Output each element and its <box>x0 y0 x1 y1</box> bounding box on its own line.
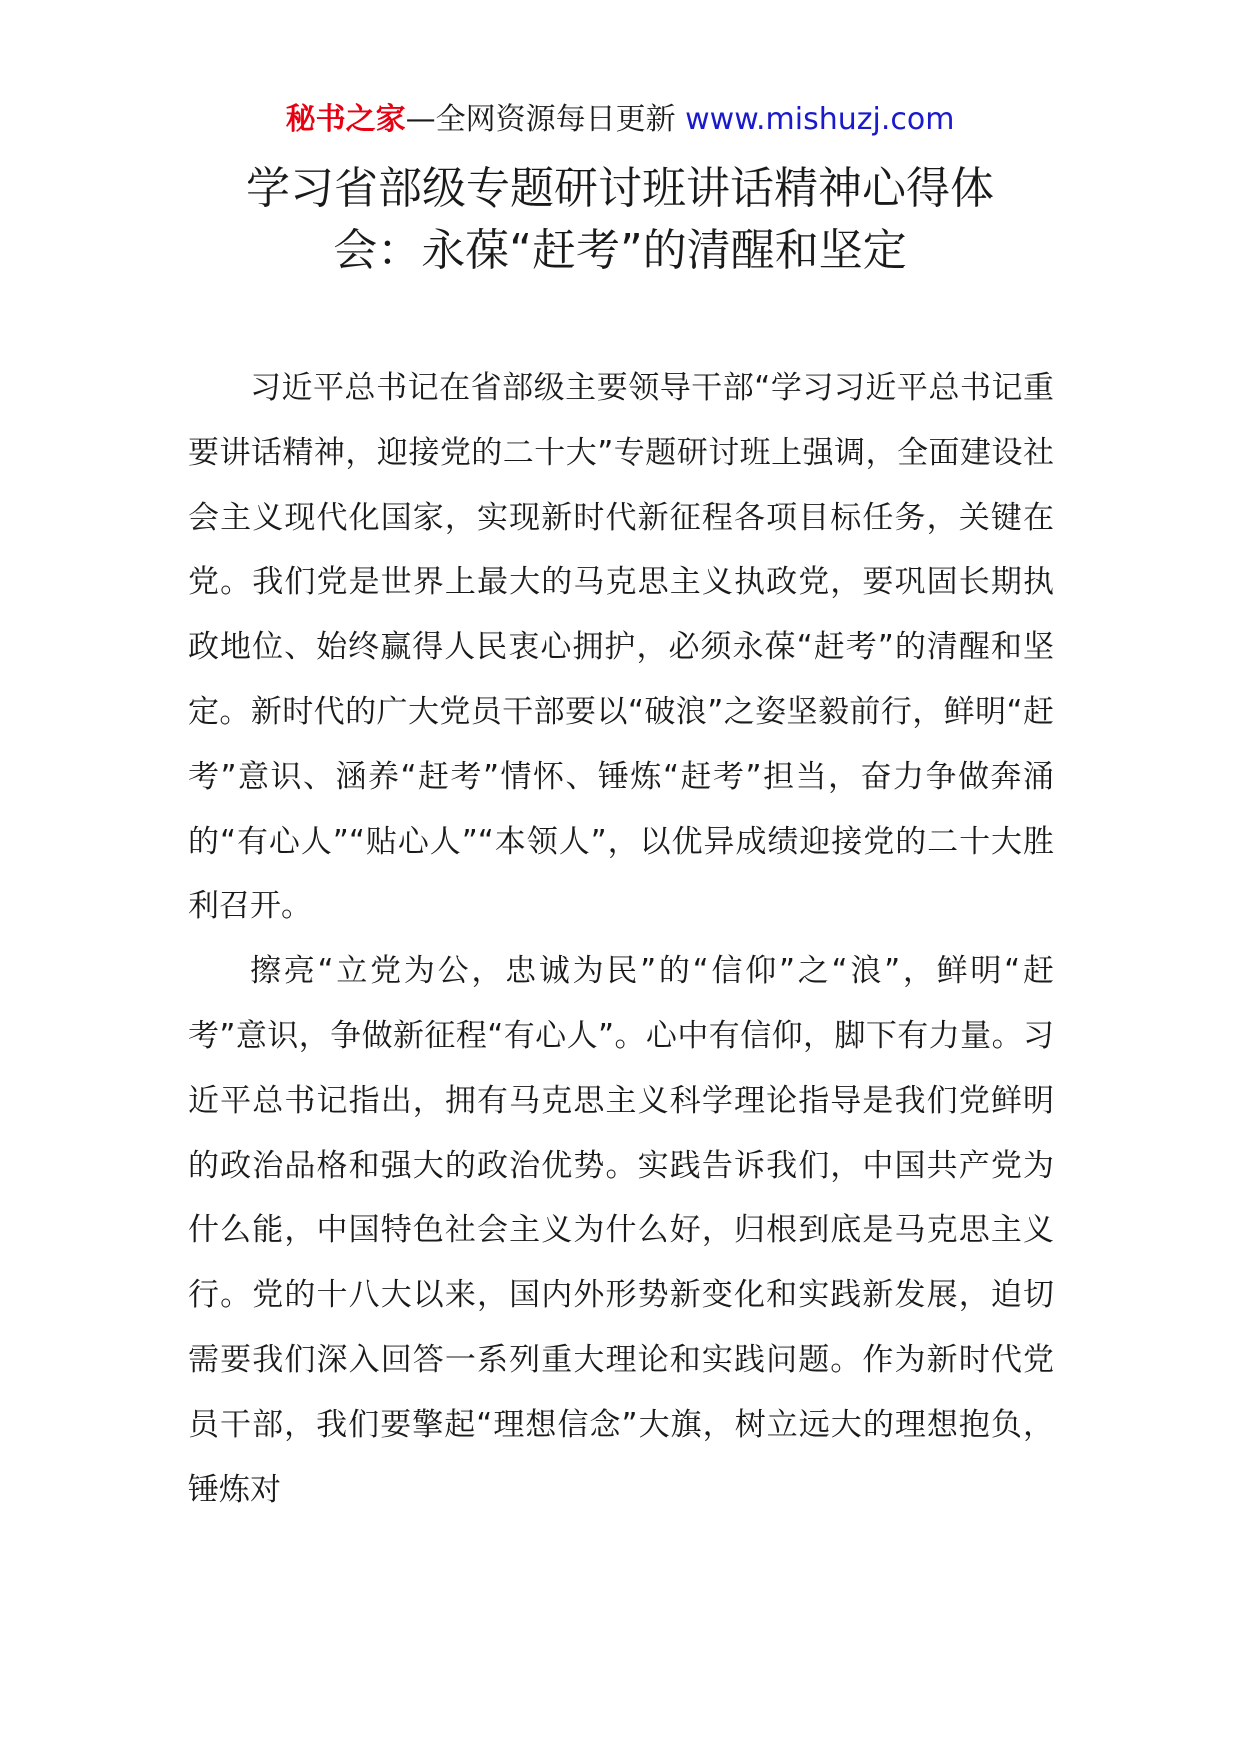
document-title <box>160 158 1080 282</box>
body-paragraph-1: 习近平总书记在省部级主要领导干部“学习习近平总书记重要讲话精神，迎接党的二十大”专题研讨班上强调，全面建设社会主义现代化国家，实现新时代新征程各项目标任务，关键在党。我们党是世界上最大的马克思主义执政党，要巩固长期执政地位、始终赢得人民衷心拥护，必须永葆“赶考”的清醒和坚定。新时代的广大党员干部要以“破浪”之姿坚毅前行，鲜明“赶考”意识、涵养“赶考”情怀、锤炼“赶考”担当，奋力争做奔涌的“有心人”“贴心人”“本领人”，以优异成绩迎接党的二十大胜利召开。 <box>188 370 1054 925</box>
title-line-1: 学习省部级专题研讨班讲话精神心得体 <box>246 163 994 214</box>
title-line-2: 会：永葆“赶考”的清醒和坚定 <box>333 225 907 276</box>
site-header-banner <box>0 100 1240 140</box>
site-url-link[interactable]: www.mishuzj.com <box>685 102 955 137</box>
body-paragraph-2: 擦亮“立党为公，忠诚为民”的“信仰”之“浪”，鲜明“赶考”意识，争做新征程“有心人”。心中有信仰，脚下有力量。习近平总书记指出，拥有马克思主义科学理论指导是我们党鲜明的政治品格和强大的政治优势。实践告诉我们，中国共产党为什么能，中国特色社会主义为什么好，归根到底是马克思主义行。党的十八大以来，国内外形势新变化和实践新发展，迫切需要我们深入回答一系列重大理论和实践问题。作为新时代党员干部，我们要擎起“理想信念”大旗，树立远大的理想抱负，锤炼对 <box>188 953 1054 1508</box>
document-body <box>188 356 1054 1522</box>
header-tagline: —全网资源每日更新 <box>405 102 676 137</box>
brand-name: 秘书之家 <box>285 102 406 137</box>
